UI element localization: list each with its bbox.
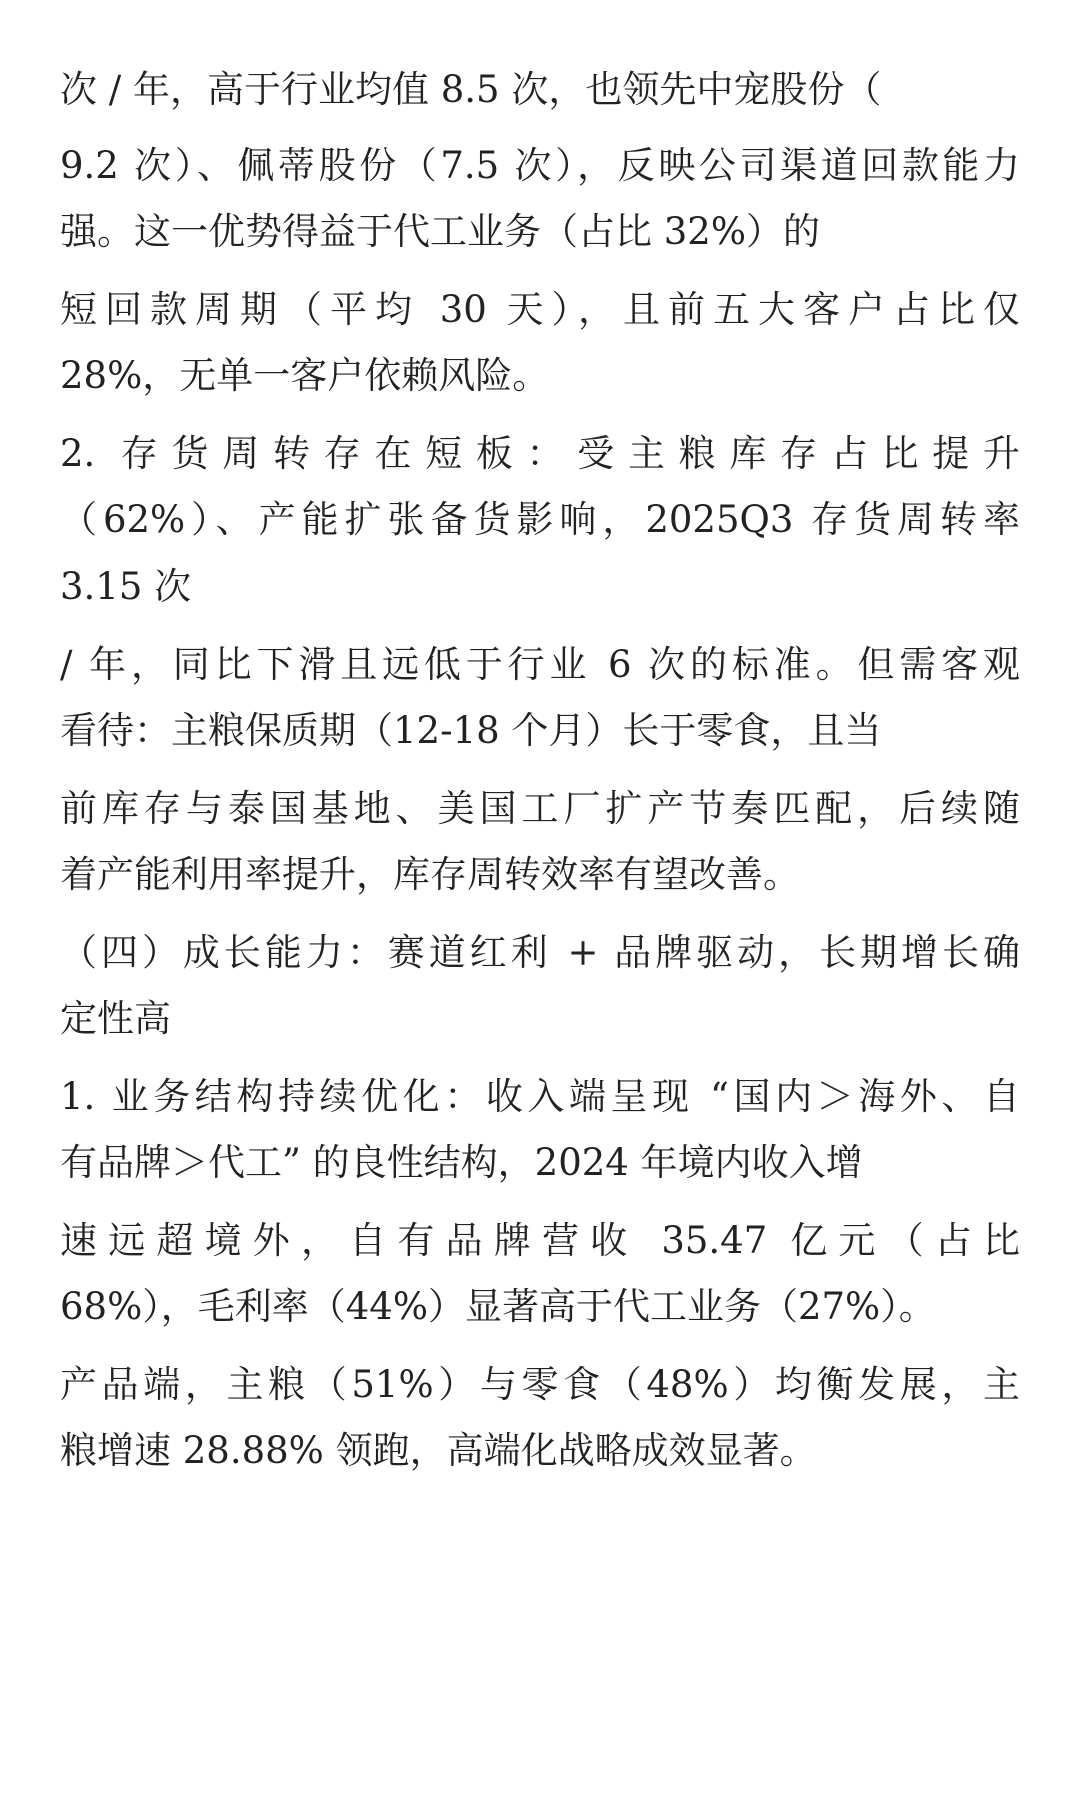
text-line: 前库存与泰国基地、美国工厂扩产节奏匹配，后续随	[60, 787, 1020, 830]
text-line: 68%），毛利率（44%）显著高于代工业务（27%）。	[60, 1285, 936, 1328]
text-line: 次 / 年，高于行业均值 8.5 次，也领先中宠股份（	[60, 68, 882, 111]
text-line: 短回款周期（平均 30 天），且前五大客户占比仅	[60, 288, 1020, 331]
section-heading: （四）成长能力：赛道红利 + 品牌驱动，长期增长确	[60, 931, 1020, 974]
text-line: 产品端，主粮（51%）与零食（48%）均衡发展，主	[60, 1363, 1020, 1406]
text-line: 9.2 次）、佩蒂股份（7.5 次），反映公司渠道回款能力	[60, 144, 1020, 187]
text-line: 速远超境外，自有品牌营收 35.47 亿元（占比	[60, 1219, 1020, 1262]
text-line: 2. 存货周转存在短板：受主粮库存占比提升	[60, 432, 1020, 475]
text-line: 3.15 次	[60, 565, 192, 608]
text-line: （62%）、产能扩张备货影响，2025Q3 存货周转率	[60, 498, 1020, 541]
text-line: 有品牌＞代工” 的良性结构，2024 年境内收入增	[60, 1141, 863, 1184]
text-line: / 年，同比下滑且远低于行业 6 次的标准。但需客观	[60, 643, 1020, 686]
text-line: 看待：主粮保质期（12-18 个月）长于零食，且当	[60, 709, 882, 752]
text-line: 1. 业务结构持续优化：收入端呈现 “国内＞海外、自	[60, 1075, 1020, 1118]
text-line: 强。这一优势得益于代工业务（占比 32%）的	[60, 210, 820, 253]
text-line: 粮增速 28.88% 领跑，高端化战略成效显著。	[60, 1429, 817, 1472]
section-heading: 定性高	[60, 997, 171, 1040]
text-line: 28%，无单一客户依赖风险。	[60, 354, 550, 397]
text-line: 着产能利用率提升，库存周转效率有望改善。	[60, 853, 800, 896]
